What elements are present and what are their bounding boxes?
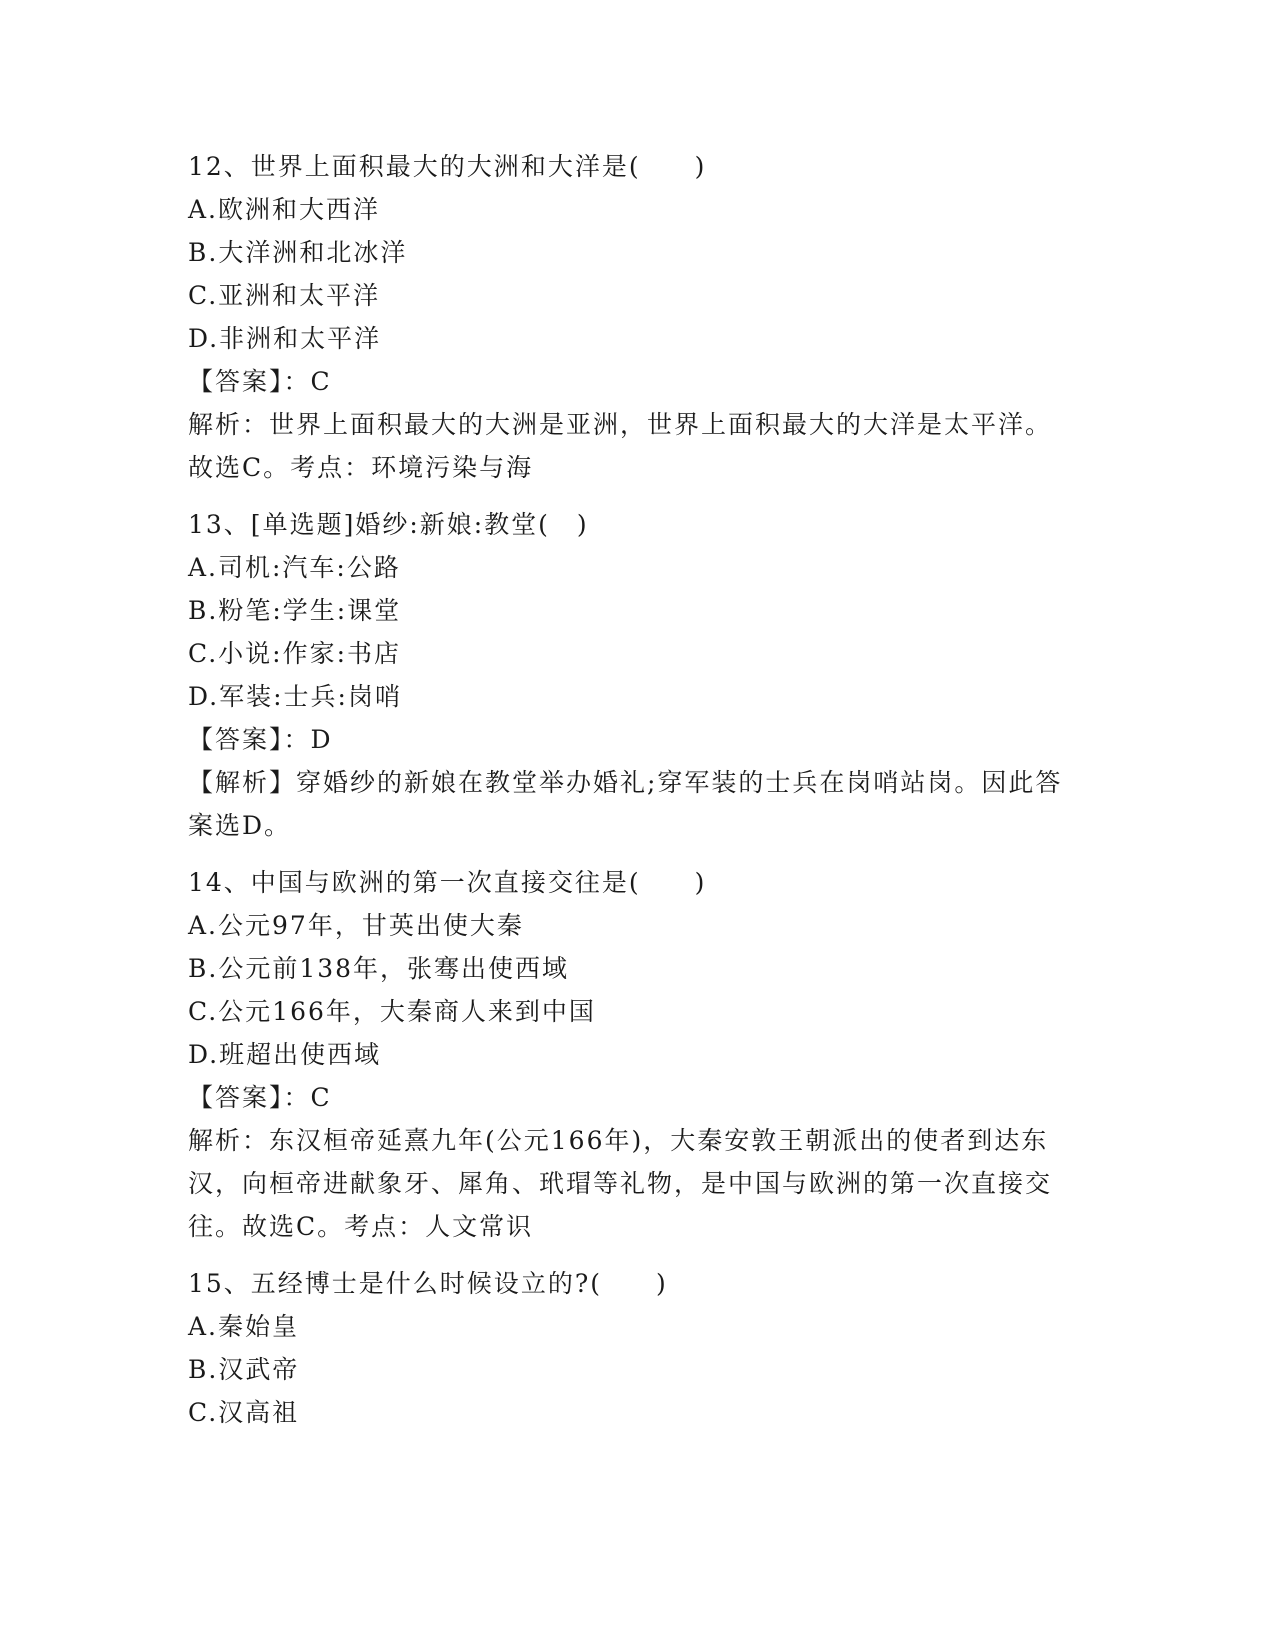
explanation: 【解析】穿婚纱的新娘在教堂举办婚礼;穿军装的士兵在岗哨站岗。因此答案选D。	[188, 768, 1063, 840]
option-d: D.非洲和太平洋	[188, 324, 382, 353]
option-a: A.司机:汽车:公路	[188, 553, 401, 582]
question-stem: 15、五经博士是什么时候设立的?( )	[188, 1269, 668, 1298]
question-13	[188, 503, 1088, 847]
option-c: C.小说:作家:书店	[188, 639, 402, 668]
option-b: B.公元前138年，张骞出使西域	[188, 954, 570, 983]
option-a: A.公元97年，甘英出使大秦	[188, 911, 524, 940]
option-c: C.亚洲和太平洋	[188, 281, 381, 310]
answer: 【答案】：D	[188, 725, 333, 754]
explanation: 解析：东汉桓帝延熹九年(公元166年)，大秦安敦王朝派出的使者到达东汉，向桓帝进献象牙、犀角、玳瑁等礼物，是中国与欧洲的第一次直接交往。故选C。考点：人文常识	[188, 1126, 1053, 1241]
document-page	[188, 145, 1088, 1448]
question-15	[188, 1262, 1088, 1434]
answer: 【答案】：C	[188, 367, 332, 396]
option-b: B.大洋洲和北冰洋	[188, 238, 408, 267]
option-d: D.军装:士兵:岗哨	[188, 682, 402, 711]
question-stem: 12、世界上面积最大的大洲和大洋是( )	[188, 152, 707, 181]
question-12	[188, 145, 1088, 489]
option-b: B.粉笔:学生:课堂	[188, 596, 402, 625]
option-c: C.汉高祖	[188, 1398, 300, 1427]
option-c: C.公元166年，大秦商人来到中国	[188, 997, 596, 1026]
option-d: D.班超出使西域	[188, 1040, 382, 1069]
option-a: A.欧洲和大西洋	[188, 195, 381, 224]
question-stem: 14、中国与欧洲的第一次直接交往是( )	[188, 868, 707, 897]
question-stem: 13、[单选题]婚纱:新娘:教堂( )	[188, 510, 589, 539]
answer: 【答案】：C	[188, 1083, 332, 1112]
option-a: A.秦始皇	[188, 1312, 300, 1341]
question-14	[188, 861, 1088, 1248]
option-b: B.汉武帝	[188, 1355, 300, 1384]
explanation: 解析：世界上面积最大的大洲是亚洲，世界上面积最大的大洋是太平洋。故选C。考点：环境污染与海	[188, 410, 1053, 482]
